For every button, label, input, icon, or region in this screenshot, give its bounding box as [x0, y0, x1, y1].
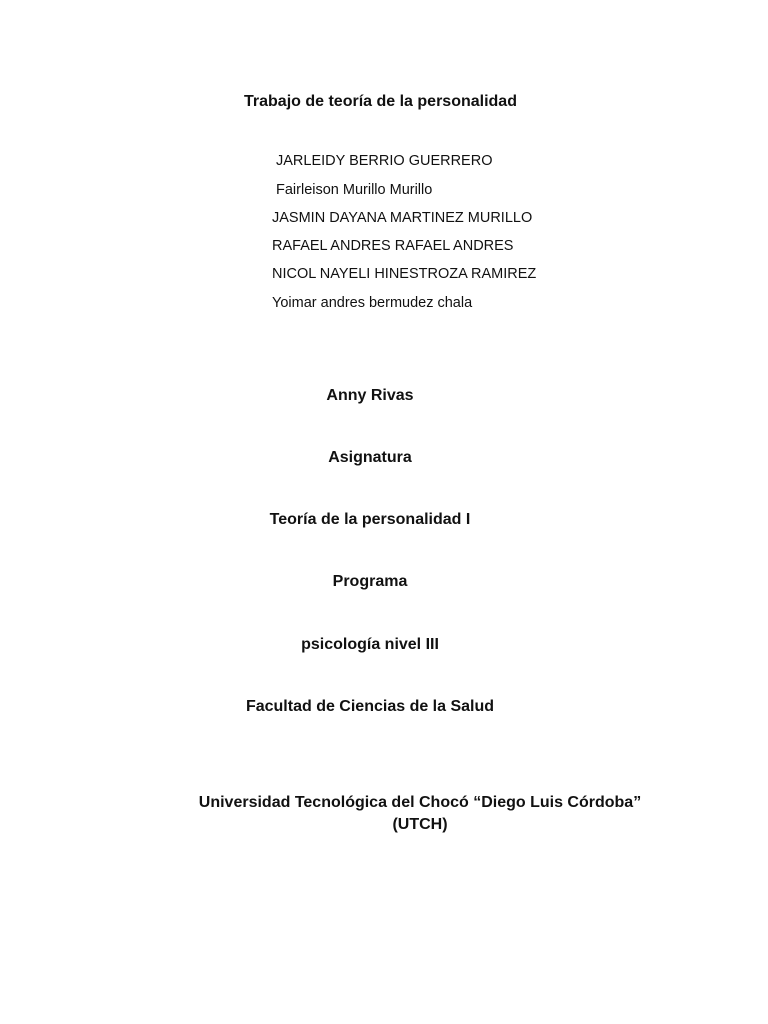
member-name: RAFAEL ANDRES RAFAEL ANDRES [272, 238, 514, 254]
member-name: Yoimar andres bermudez chala [272, 295, 473, 311]
university-name: Universidad Tecnológica del Chocó “Diego Luis Córdoba” [198, 794, 642, 811]
program-label: Programa [332, 573, 408, 590]
member-name: Fairleison Murillo Murillo [276, 182, 433, 198]
subject-name: Teoría de la personalidad I [269, 511, 471, 528]
subject-label: Asignatura [328, 449, 412, 466]
member-name: JARLEIDY BERRIO GUERRERO [276, 153, 493, 169]
university-acronym: (UTCH) [392, 816, 448, 833]
faculty-name: Facultad de Ciencias de la Salud [245, 698, 495, 715]
document-title: Trabajo de teoría de la personalidad [244, 93, 517, 110]
member-name: JASMIN DAYANA MARTINEZ MURILLO [272, 210, 533, 226]
teacher-name: Anny Rivas [326, 387, 414, 404]
member-name: NICOL NAYELI HINESTROZA RAMIREZ [272, 266, 537, 282]
program-name: psicología nivel III [301, 636, 439, 653]
university-block [150, 792, 690, 836]
